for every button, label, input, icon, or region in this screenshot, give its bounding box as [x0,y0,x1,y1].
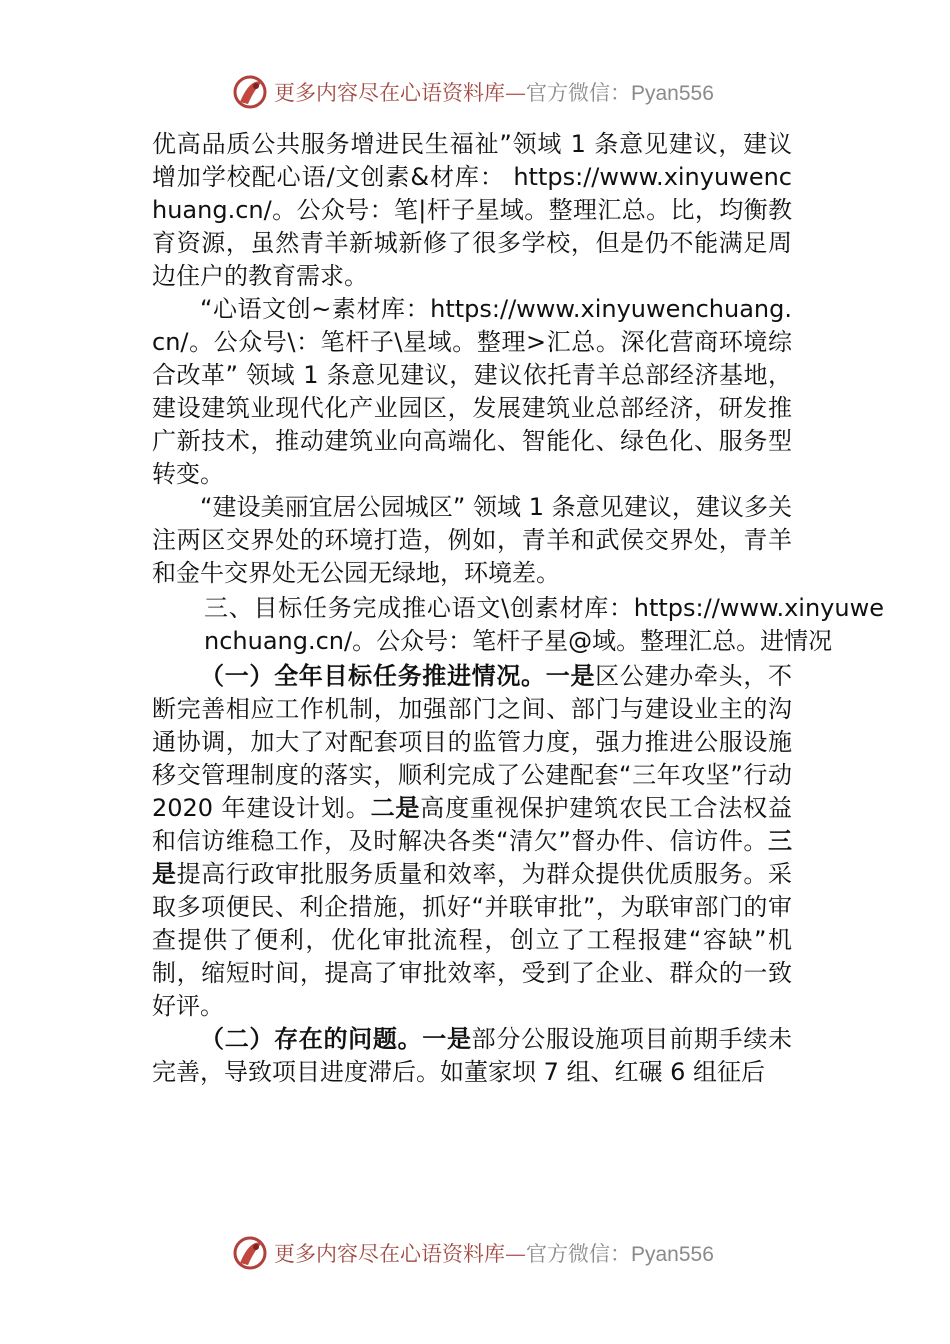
lead-1: 一是 [422,1025,472,1053]
document-body [152,128,884,1089]
paragraph-section-heading: 三、目标任务完成推心语文\创素材库：https://www.xinyuwenchuang.cn/。公众号：笔杆子星@域。整理汇总。进情况 [204,594,884,655]
paragraph-3: “建设美丽宜居公园城区” 领域 1 条意见建议，建议多关注两区交界处的环境打造，例如，青羊和武侯交界处，青羊和金牛交界处无公园无绿地，环境差。 [152,493,792,587]
paragraph-targets: （一）全年目标任务推进情况。一是区公建办牵头，不断完善相应工作机制，加强部门之间、部门与建设业主的沟通协调，加大了对配套项目的监管力度，强力推进公服设施移交管理制度的落实，顺利完成了公建配套“三年攻坚”行动 2020 年建设计划。二是高度重视保护建筑农民工合法权益和信访维稳工作，及时解决各类“清欠”督办件、信访件。三是提高行政审批服务质量和效率，为群众提供优质服务。采取多项便民、利企措施，抓好“并联审批”，为联审部门的审查提供了便利，优化审批流程，创立了工程报建“容缺”机制，缩短时间，提高了审批效率，受到了企业、群众的一致好评。 [152,662,793,1020]
banner-text: 更多内容尽在心语资料库—官方微信：Pyan556 [274,81,714,105]
subheading: （一）全年目标任务推进情况。 [200,662,546,690]
lead-2: 二是 [370,794,421,822]
brand-logo-icon [230,72,270,112]
paragraph-2: “心语文创~素材库：https://www.xinyuwenchuang.cn/。公众号\：笔杆子\星域。整理>汇总。深化营商环境综合改革” 领域 1 条意见建议，建议依托青羊总部经济基地，建设建筑业现代化产业园区，发展建筑业总部经济，研发推广新技术，推动建筑业向高端化、智能化、绿色化、服务型转变。 [152,295,792,488]
footer-banner [230,1233,730,1273]
paragraph-problems: （二）存在的问题。一是部分公服设施项目前期手续未完善，导致项目进度滞后。如董家坝 7 组、红碾 6 组征后 [152,1025,793,1086]
lead-1: 一是 [545,662,596,690]
brand-logo-icon [230,1233,270,1273]
paragraph-1: 优高品质公共服务增进民生福祉”领域 1 条意见建议，建议增加学校配心语/文创素&材库： https://www.xinyuwenchuang.cn/。公众号：笔|杆子星域。整理汇总。比，均衡教育资源，虽然青羊新城新修了很多学校，但是仍不能满足周边住户的教育需求。 [152,130,792,290]
lead-3: 三是 [152,827,792,888]
header-banner [230,72,730,112]
subheading: （二）存在的问题。 [200,1025,423,1053]
banner-text: 更多内容尽在心语资料库—官方微信：Pyan556 [274,1242,714,1266]
